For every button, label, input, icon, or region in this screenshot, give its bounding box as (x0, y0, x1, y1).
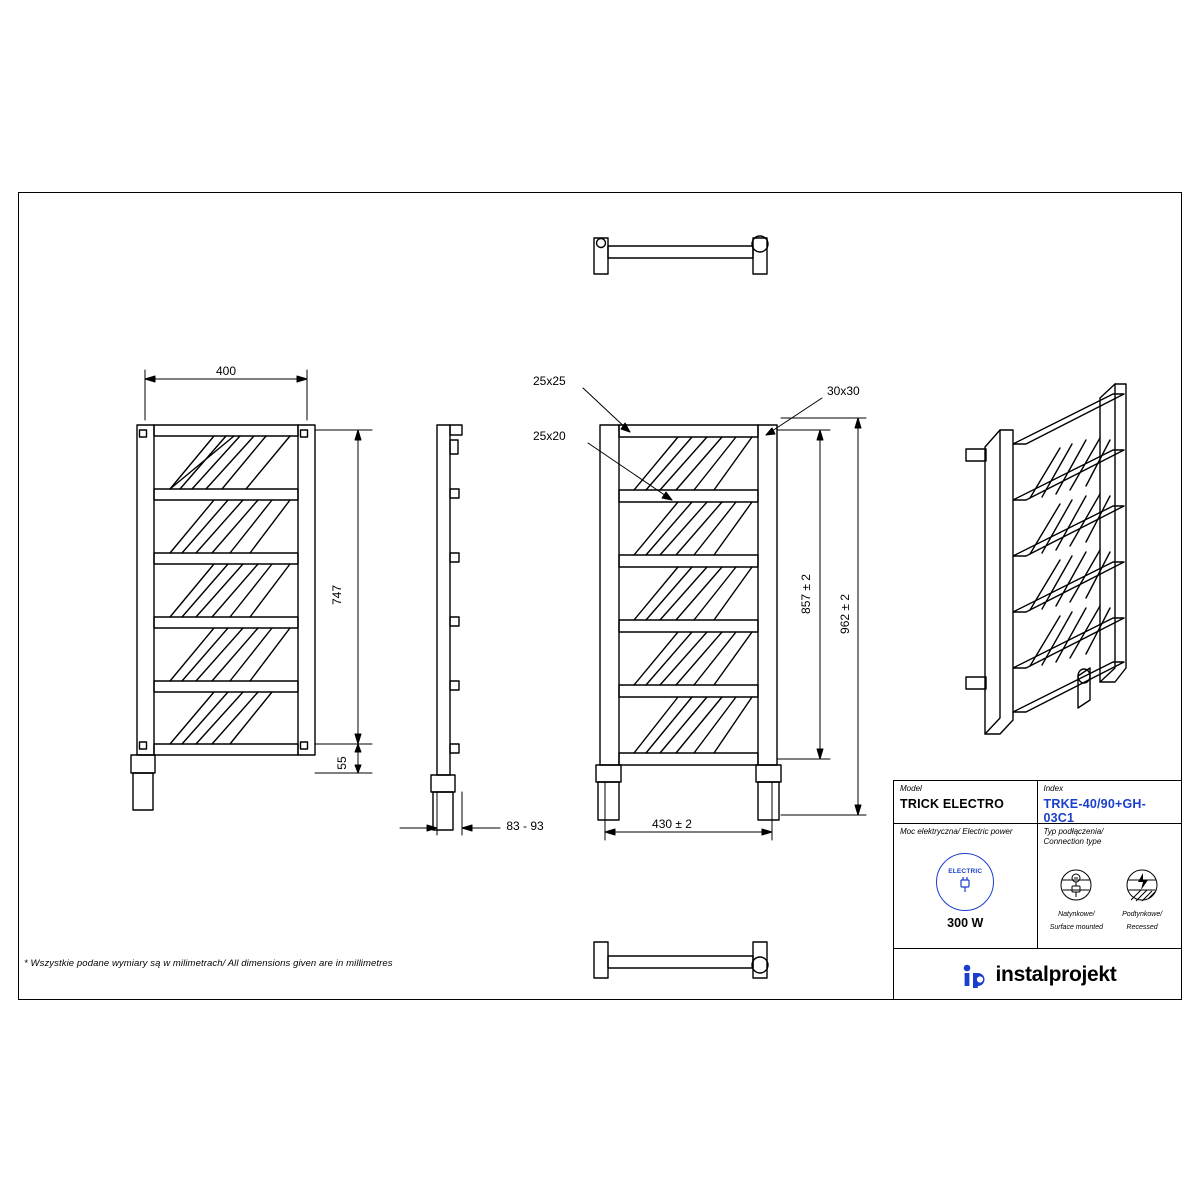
top-view (594, 236, 768, 274)
profile-label-30x30: 30x30 (827, 384, 860, 398)
isometric-view (966, 384, 1126, 734)
profile-label-25x25: 25x25 (533, 374, 566, 388)
electric-icon-text: ELECTRIC (948, 868, 983, 875)
index-label: Index (1043, 784, 1064, 793)
model-cell (894, 781, 1038, 823)
profile-label-25x20: 25x20 (533, 429, 566, 443)
surface-caption-pl: Natynkowe/ (1058, 911, 1095, 918)
dim-label-400: 400 (215, 364, 237, 378)
dim-83-93 (400, 792, 500, 835)
model-value: TRICK ELECTRO (900, 797, 1004, 811)
bottom-view (594, 942, 768, 978)
connection-option-recessed (1110, 864, 1174, 932)
power-value: 300 W (947, 915, 984, 930)
recessed-caption-en: Recessed (1126, 924, 1158, 931)
instalprojekt-logo-icon (959, 962, 989, 988)
index-value: TRKE-40/90+GH-03C1 (1043, 797, 1146, 825)
surface-mounted-icon (1055, 864, 1097, 906)
title-block (893, 780, 1181, 999)
dim-label-962: 962 ± 2 (838, 594, 852, 634)
model-label: Model (900, 784, 922, 793)
connection-label-en: Connection type (1043, 837, 1102, 846)
dim-label-depth: 83 - 93 (506, 819, 544, 833)
brand-cell (894, 948, 1181, 1001)
dim-label-430: 430 ± 2 (652, 817, 692, 831)
dim-label-747: 747 (330, 584, 344, 606)
power-cell (894, 824, 1038, 948)
dim-label-55: 55 (335, 756, 349, 770)
brand-name: instalprojekt (995, 963, 1117, 986)
dim-430 (605, 782, 772, 840)
plug-icon (955, 875, 975, 895)
front-view-main (596, 425, 781, 820)
surface-caption-en: Surface mounted (1049, 924, 1104, 931)
index-cell (1038, 781, 1182, 823)
side-view (431, 425, 462, 830)
connection-cell (1038, 824, 1182, 948)
electric-icon (936, 853, 994, 911)
front-view-left (131, 425, 315, 810)
dim-857-962 (777, 418, 866, 815)
dim-label-857: 857 ± 2 (799, 574, 813, 614)
recessed-caption-pl: Podtynkowe/ (1122, 911, 1163, 918)
recessed-icon (1121, 864, 1163, 906)
power-label: Moc elektryczna/ Electric power (900, 827, 1013, 836)
units-footnote: * Wszystkie podane wymiary są w milimetrach/ All dimensions given are in millimetres (24, 958, 393, 969)
connection-label: Typ podłączenia/ (1043, 827, 1104, 836)
connection-option-surface (1044, 864, 1108, 932)
